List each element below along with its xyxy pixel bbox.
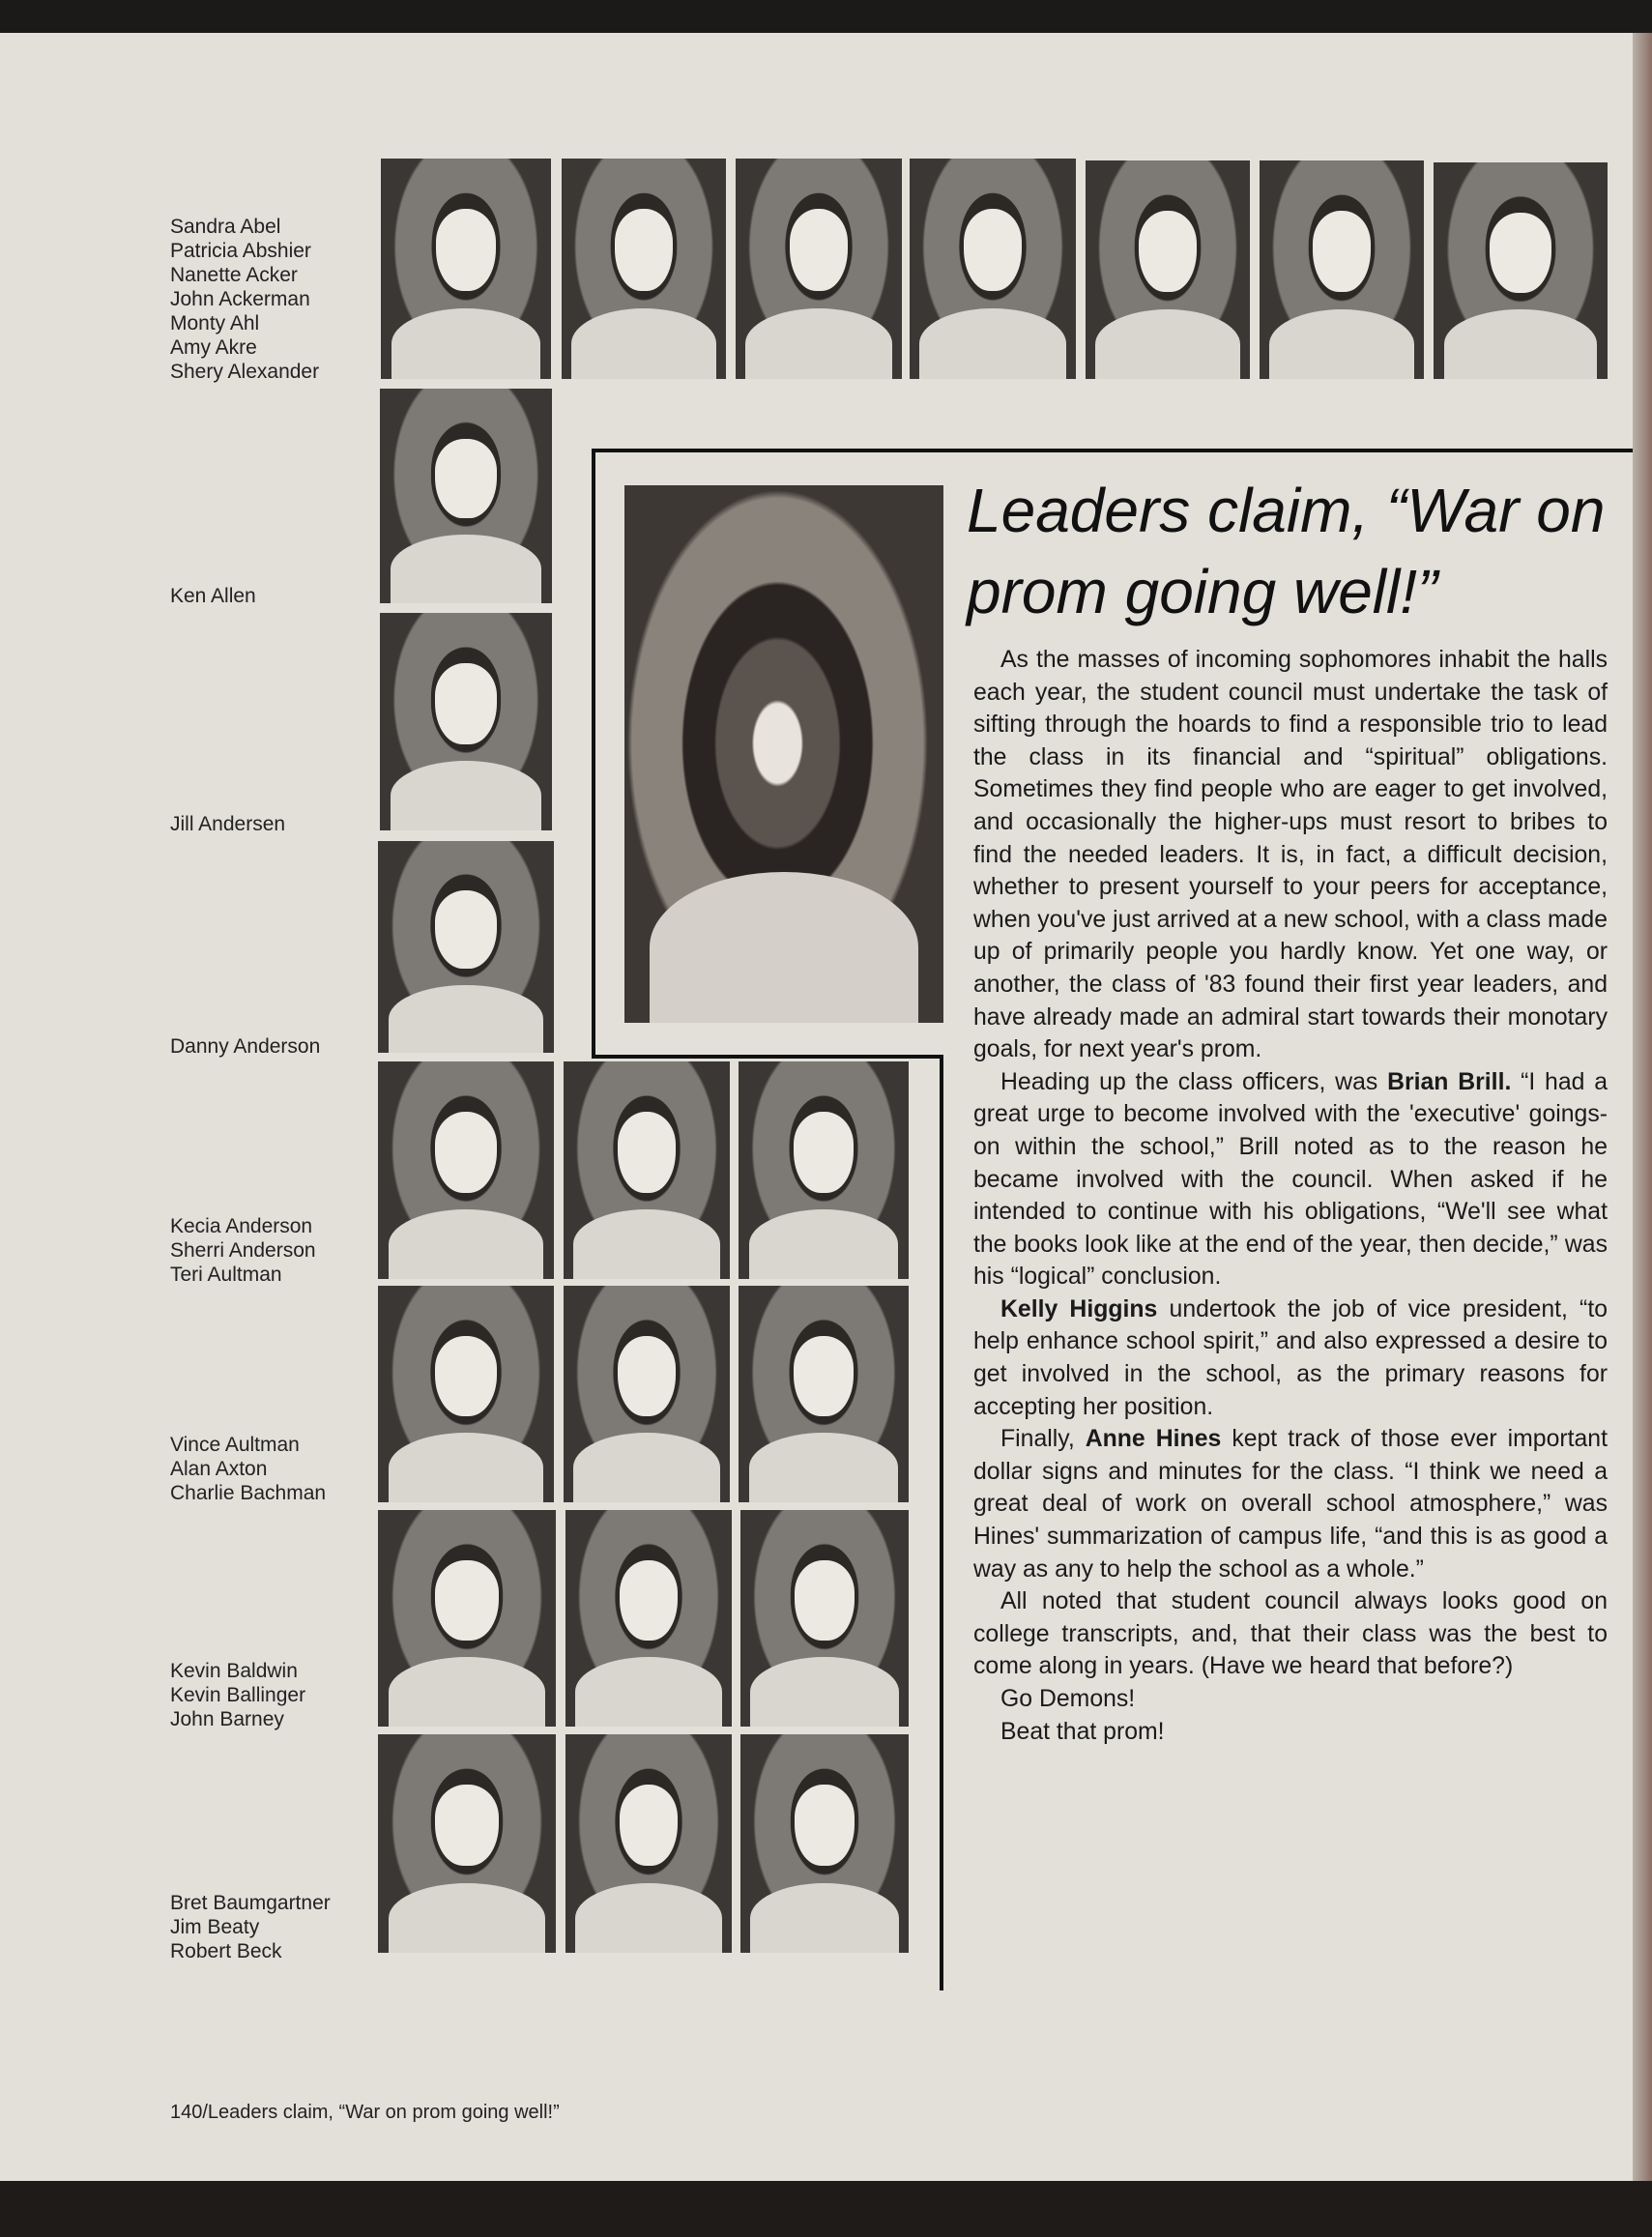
row-7-names [170, 1659, 305, 1731]
student-name: Charlie Bachman [170, 1482, 327, 1504]
student-name: Jim Beaty [170, 1916, 260, 1938]
student-name: Bret Baumgartner [170, 1892, 331, 1914]
article-paragraph: Kelly Higgins undertook the job of vice president, “to help enhance school spirit,” and also expressed a desire to get involved in the school, as the primary reasons for accepting her position. [973, 1295, 1608, 1420]
student-name: Patricia Abshier [170, 240, 311, 262]
row-5-names [170, 1214, 316, 1287]
officer-name: Brian Brill. [1387, 1068, 1512, 1095]
article-closing-line: Beat that prom! [1000, 1718, 1165, 1745]
portrait-photo [378, 841, 554, 1053]
student-name: John Barney [170, 1708, 284, 1730]
portrait-photo [378, 1510, 556, 1727]
student-name: Shery Alexander [170, 361, 320, 383]
article-headline: Leaders claim, “War on prom going well!” [967, 476, 1606, 626]
frame-rule-left [592, 449, 595, 1058]
row-4-names [170, 1034, 320, 1059]
portrait-photo [739, 1286, 909, 1502]
page-binding-edge [1633, 33, 1652, 2181]
portrait-photo [562, 159, 726, 379]
officer-name: Anne Hines [1085, 1426, 1222, 1453]
portrait-photo [740, 1510, 909, 1727]
student-name: Alan Axton [170, 1458, 268, 1480]
portrait-photo [378, 1286, 554, 1502]
student-name: Kevin Ballinger [170, 1684, 306, 1706]
student-name: Jill Andersen [170, 813, 286, 835]
portrait-photo [1260, 160, 1424, 379]
portrait-photo [565, 1734, 732, 1953]
portrait-photo [740, 1734, 909, 1953]
page-footer: 140/Leaders claim, “War on prom going well!” [170, 2102, 560, 2123]
portrait-photo [564, 1286, 730, 1502]
article-closing-line: Go Demons! [1000, 1686, 1136, 1712]
student-name: Nanette Acker [170, 264, 298, 286]
page-bottom-band [0, 2181, 1652, 2237]
student-name: Ken Allen [170, 585, 256, 607]
article-paragraph: As the masses of incoming sophomores inhabit the halls each year, the student council must undertake the task of sifting through the hoards to find a responsible trio to lead the class in its financial and “spiritual” obligations. Sometimes they find people who are eager to get involved, and occasionally the higher-ups must resort to bribes to find the needed leaders. It is, in fact, a difficult decision, whether to present yourself to your peers for acceptance, when you've just arrived at a new school, with a class made up of primarily people you hardly know. Yet one way, or another, the class of '83 found their first year leaders, and have already made an admiral start towards their monotary goals, for next year's prom. [973, 647, 1608, 1063]
row-6-names [170, 1433, 326, 1505]
portrait-photo [380, 613, 552, 830]
student-name: Kecia Anderson [170, 1215, 313, 1237]
officer-name: Kelly Higgins [1000, 1295, 1158, 1322]
student-name: Teri Aultman [170, 1264, 282, 1286]
student-name: Vince Aultman [170, 1434, 300, 1456]
article-paragraph: Heading up the class officers, was Brian Brill. “I had a great urge to become involved with the 'executive' goings-on within the school,” Brill noted as to the reason he became involved with the council. When asked if he intended to continue with his obligations, “We'll see what the books look like at the end of the year, then decide,” was his “logical” conclusion. [973, 1068, 1608, 1291]
portrait-photo [1086, 160, 1250, 379]
article-paragraph: All noted that student council always looks good on college transcripts, and, that their class was the best to come along in years. (Have we heard that before?) [973, 1588, 1608, 1680]
portrait-photo [381, 159, 551, 379]
yearbook-page [0, 33, 1634, 2181]
student-name: Robert Beck [170, 1940, 282, 1962]
student-name: Monty Ahl [170, 312, 260, 334]
frame-rule-right [940, 1055, 943, 1990]
portrait-photo [380, 389, 552, 603]
portrait-photo [910, 159, 1076, 379]
portrait-photo [736, 159, 902, 379]
portrait-photo [1434, 162, 1608, 379]
student-name: John Ackerman [170, 288, 310, 310]
portrait-photo [378, 1061, 554, 1279]
student-name: Sherri Anderson [170, 1239, 316, 1262]
portrait-photo [378, 1734, 556, 1953]
student-name: Danny Anderson [170, 1035, 321, 1058]
frame-rule-top [592, 449, 1634, 452]
row-2-names [170, 584, 256, 608]
portrait-photo [565, 1510, 732, 1727]
student-name: Amy Akre [170, 336, 257, 359]
portrait-photo [739, 1061, 909, 1279]
article-body [973, 644, 1608, 1748]
row-1-names [170, 215, 319, 384]
frame-rule-step [592, 1055, 943, 1059]
student-name: Kevin Baldwin [170, 1660, 298, 1682]
article-paragraph: Finally, Anne Hines kept track of those ever important dollar signs and minutes for the class. “I think we need a great deal of work on overall school atmosphere,” was Hines' summarization of campus life, “and this is as good a way as any to help the school as a whole.” [973, 1426, 1608, 1583]
row-3-names [170, 812, 285, 836]
feature-photo [624, 485, 943, 1023]
portrait-photo [564, 1061, 730, 1279]
row-8-names [170, 1891, 331, 1963]
student-name: Sandra Abel [170, 216, 281, 238]
